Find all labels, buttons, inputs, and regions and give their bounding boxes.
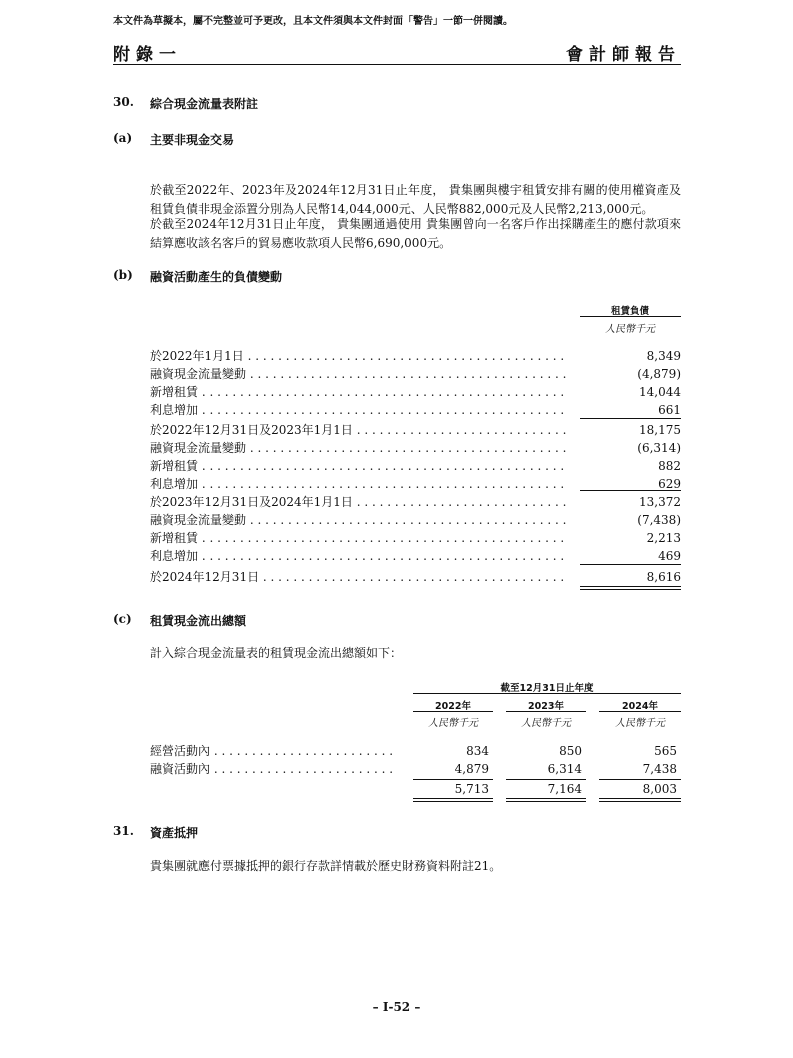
table-row bbox=[150, 529, 685, 547]
row-value: 629 bbox=[658, 477, 681, 491]
total-row bbox=[150, 780, 685, 798]
unit-2022: 人民幣千元 bbox=[428, 718, 478, 729]
total-double-rule bbox=[413, 801, 493, 802]
page-number: – I-52 – bbox=[372, 1000, 421, 1014]
unit-2023: 人民幣千元 bbox=[521, 718, 571, 729]
lease-liability-header: 租賃負債 bbox=[610, 306, 649, 317]
table-row bbox=[150, 383, 685, 401]
row-value: 18,175 bbox=[639, 423, 681, 437]
table-row bbox=[150, 742, 685, 760]
row-label: 於2023年12月31日及2024年1月1日 . . . bbox=[150, 493, 568, 511]
para-2-text: 於截至2024年12月31日止年度， 貴集團通過使用 貴集團曾向一名客戶作出採購產生的應付款項來結算應收該名客戶的貿易應收款項人民幣6,690,000元。 bbox=[150, 217, 681, 250]
row-label: 經營活動內 . . . bbox=[150, 742, 398, 760]
table-row bbox=[150, 421, 685, 439]
total-double-rule bbox=[506, 801, 586, 802]
header-rule bbox=[113, 64, 681, 65]
section-30-title: 綜合現金流量表附註 bbox=[150, 97, 259, 111]
row-label: 利息增加 . . . bbox=[150, 401, 568, 419]
cell-value: 834 bbox=[466, 744, 489, 758]
section-31-number: 31. bbox=[113, 824, 134, 838]
table-row bbox=[150, 760, 685, 778]
row-label: 新增租賃 . . . bbox=[150, 529, 568, 547]
row-label: 利息增加 . . . bbox=[150, 475, 568, 493]
table-row bbox=[150, 365, 685, 383]
subsection-c-label: (c) bbox=[113, 612, 132, 626]
year-2023-header: 2023年 bbox=[528, 701, 564, 712]
row-label: 融資活動內 . . . bbox=[150, 760, 398, 778]
subsection-b-label: (b) bbox=[113, 268, 133, 282]
row-value: 14,044 bbox=[639, 385, 681, 399]
total-value: 7,164 bbox=[547, 782, 582, 796]
total-double-rule bbox=[413, 798, 493, 799]
row-value: 661 bbox=[658, 403, 681, 417]
cell-value: 7,438 bbox=[642, 762, 677, 776]
year-2023-rule bbox=[506, 711, 586, 712]
header-report-title: 會計師報告 bbox=[566, 45, 681, 65]
table-row bbox=[150, 347, 685, 365]
total-double-rule bbox=[599, 801, 681, 802]
col-header-rule bbox=[580, 316, 681, 317]
row-value: 2,213 bbox=[646, 531, 681, 545]
row-label: 融資現金流量變動 . . . bbox=[150, 365, 568, 383]
year-group-rule bbox=[413, 693, 681, 694]
subsection-a-title: 主要非現金交易 bbox=[150, 133, 235, 147]
table-row bbox=[150, 439, 685, 457]
row-label: 新增租賃 . . . bbox=[150, 383, 568, 401]
para-1-text: 於截至2022年、2023年及2024年12月31日止年度， 貴集團與樓宇租賃安排有關的使用權資產及租賃負債非現金添置分別為人民幣14,044,000元、人民幣882,000元及人民幣2,213,000元。 bbox=[150, 183, 681, 216]
row-value: 8,616 bbox=[646, 570, 681, 584]
row-label: 於2022年12月31日及2023年1月1日 . . . bbox=[150, 421, 568, 439]
cell-value: 4,879 bbox=[454, 762, 489, 776]
subsection-a-label: (a) bbox=[113, 131, 133, 145]
row-label: 融資現金流量變動 . . . bbox=[150, 439, 568, 457]
header-appendix: 附錄一 bbox=[113, 45, 182, 65]
row-value: 469 bbox=[658, 549, 681, 563]
subtotal-rule bbox=[580, 418, 681, 419]
year-2022-header: 2022年 bbox=[435, 701, 471, 712]
row-label: 融資現金流量變動 . . . bbox=[150, 511, 568, 529]
total-double-rule bbox=[506, 798, 586, 799]
lease-liability-unit: 人民幣千元 bbox=[605, 324, 655, 335]
year-2022-rule bbox=[413, 711, 493, 712]
row-label: 利息增加 . . . bbox=[150, 547, 568, 565]
total-double-rule bbox=[580, 586, 681, 587]
row-value: 882 bbox=[658, 459, 681, 473]
section-30-number: 30. bbox=[113, 95, 134, 109]
subsection-b-title: 融資活動產生的負債變動 bbox=[150, 270, 283, 284]
subsection-c-intro: 計入綜合現金流量表的租賃現金流出總額如下： bbox=[150, 646, 403, 660]
cell-value: 565 bbox=[654, 744, 677, 758]
year-2024-rule bbox=[599, 711, 681, 712]
subtotal-rule bbox=[580, 564, 681, 565]
row-label: 新增租賃 . . . bbox=[150, 457, 568, 475]
draft-notice: 本文件為草擬本，屬不完整並可予更改，且本文件須與本文件封面「警告」一節一併閱讀。 bbox=[113, 16, 513, 27]
unit-2024: 人民幣千元 bbox=[615, 718, 665, 729]
row-value: 8,349 bbox=[646, 349, 681, 363]
subsection-c-title: 租賃現金流出總額 bbox=[150, 614, 247, 628]
row-label: 於2024年12月31日 . . . bbox=[150, 568, 568, 586]
row-value: (6,314) bbox=[637, 441, 681, 455]
total-value: 5,713 bbox=[454, 782, 489, 796]
section-31-para: 貴集團就應付票據抵押的銀行存款詳情載於歷史財務資料附註21。 bbox=[150, 859, 502, 873]
cell-value: 850 bbox=[559, 744, 582, 758]
total-double-rule bbox=[580, 589, 681, 590]
total-value: 8,003 bbox=[642, 782, 677, 796]
total-double-rule bbox=[599, 798, 681, 799]
table-row bbox=[150, 511, 685, 529]
year-2024-header: 2024年 bbox=[622, 701, 658, 712]
row-value: 13,372 bbox=[639, 495, 681, 509]
row-value: (4,879) bbox=[637, 367, 681, 381]
table-row bbox=[150, 493, 685, 511]
cell-value: 6,314 bbox=[547, 762, 582, 776]
subsection-a-para-2 bbox=[113, 215, 681, 253]
table-row bbox=[150, 401, 685, 419]
row-label: 於2022年1月1日 . . . bbox=[150, 347, 568, 365]
row-value: (7,438) bbox=[637, 513, 681, 527]
table-row bbox=[150, 547, 685, 565]
table-row bbox=[150, 568, 685, 586]
subsection-a-para-1 bbox=[113, 162, 681, 219]
subtotal-rule bbox=[580, 490, 681, 491]
section-31-title: 資產抵押 bbox=[150, 826, 199, 840]
table-row bbox=[150, 457, 685, 475]
year-ended-header: 截至12月31日止年度 bbox=[500, 683, 594, 694]
